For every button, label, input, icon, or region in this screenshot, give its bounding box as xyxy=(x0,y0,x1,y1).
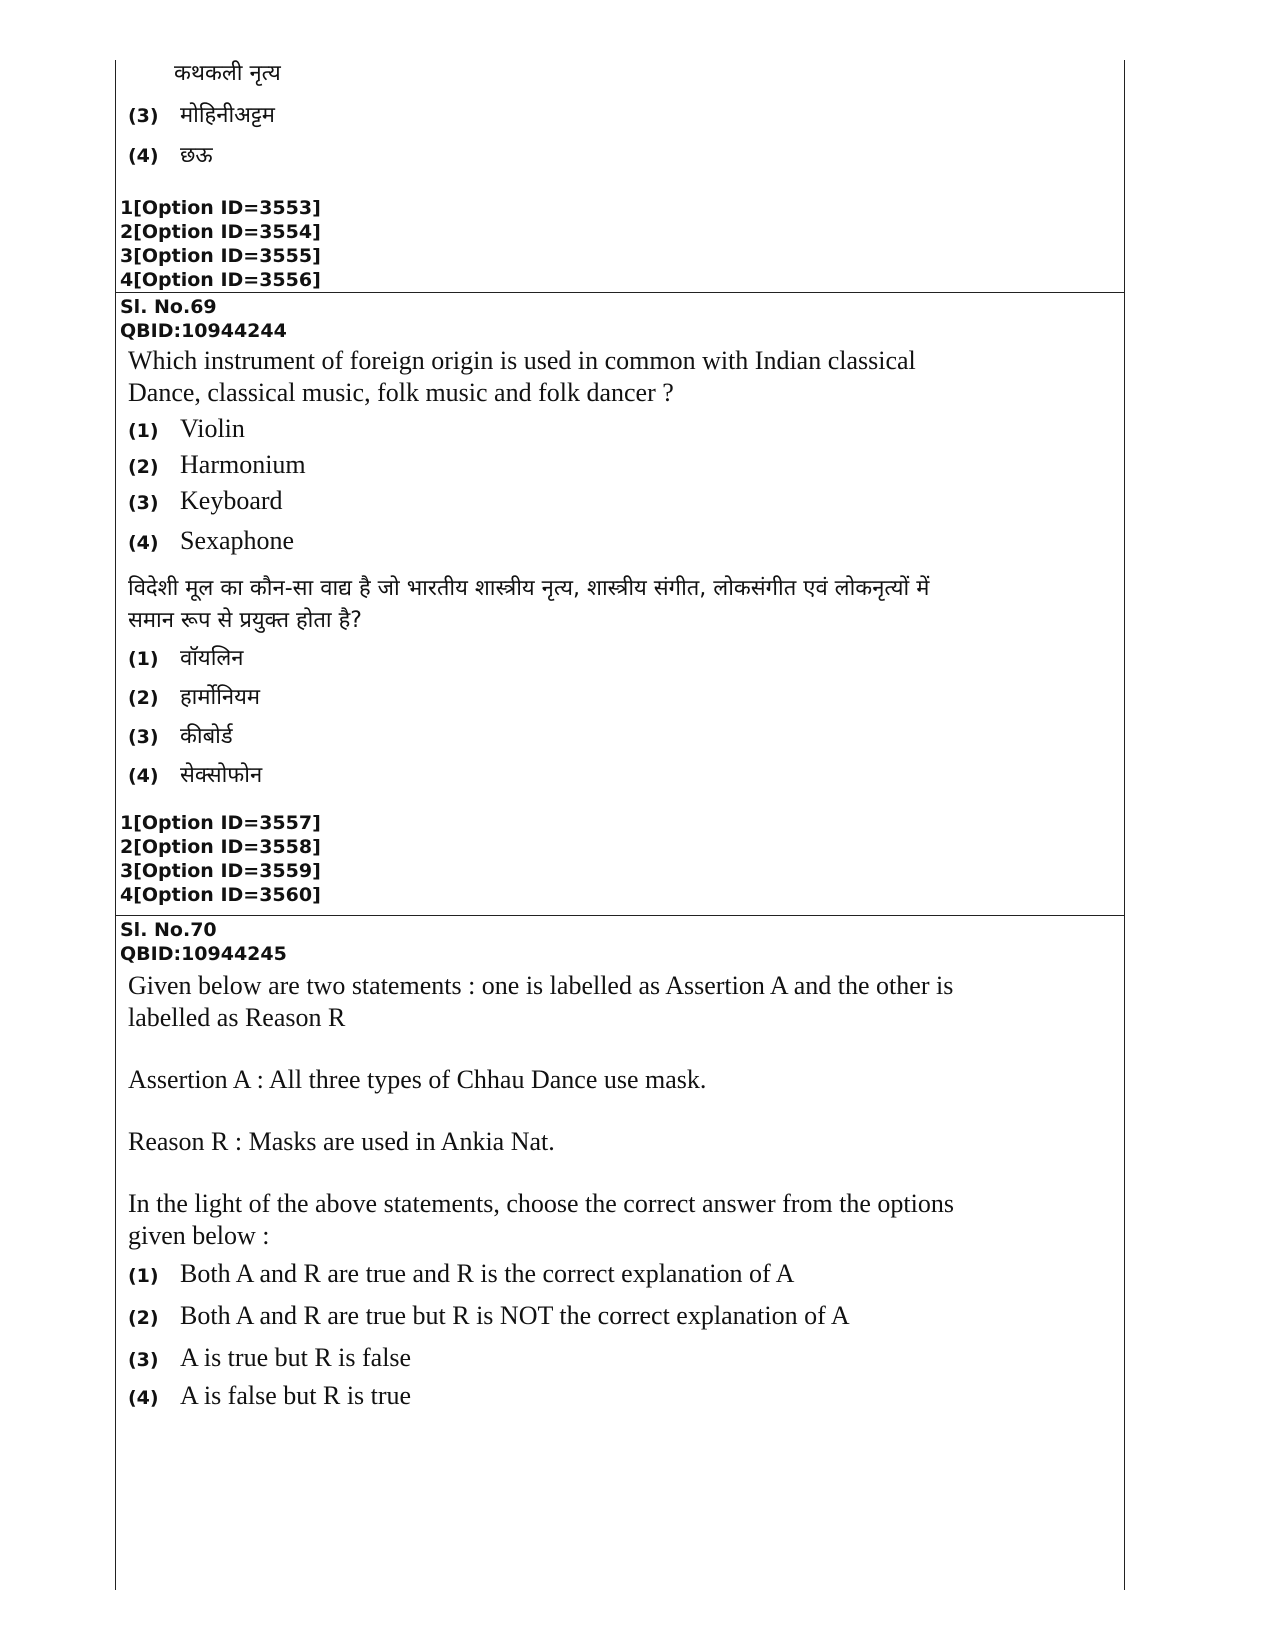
question-line: Given below are two statements : one is labelled as Assertion A and the other is xyxy=(128,971,954,1000)
option-2 xyxy=(128,1300,1124,1342)
option-1 xyxy=(128,1258,1124,1300)
question-text-hindi xyxy=(116,573,1124,637)
option-number: (1) xyxy=(128,420,159,442)
option-1 xyxy=(128,413,1124,449)
option-4 xyxy=(128,140,213,172)
option-2 xyxy=(128,682,1124,721)
option-2 xyxy=(128,449,1124,485)
option-1 xyxy=(128,643,1124,682)
question-paper-page xyxy=(115,60,1125,1590)
option-3 xyxy=(128,721,1124,760)
option-text: सेक्सोफोन xyxy=(180,763,263,788)
question-line: Which instrument of foreign origin is used in common with Indian classical xyxy=(128,346,916,375)
option-id: 3[Option ID=3559] xyxy=(120,860,321,882)
option-id: 1[Option ID=3557] xyxy=(120,812,321,834)
option-text: A is false but R is true xyxy=(180,1381,412,1410)
option-text: Harmonium xyxy=(180,450,306,479)
assertion-text: Assertion A : All three types of Chhau Dance use mask. xyxy=(128,1065,707,1094)
option-number: (4) xyxy=(128,532,159,554)
option-text: वॉयलिन xyxy=(180,646,244,671)
option-number: (1) xyxy=(128,1265,159,1287)
qbid: QBID:10944245 xyxy=(120,943,287,965)
serial-number: Sl. No.69 xyxy=(120,296,217,318)
option-number: (2) xyxy=(128,456,159,478)
question-69-block xyxy=(116,293,1124,916)
option-id-list xyxy=(116,196,321,292)
question-70-block xyxy=(116,916,1124,1516)
question-line: Dance, classical music, folk music and folk dancer ? xyxy=(128,378,674,407)
question-line: समान रूप से प्रयुक्त होता है? xyxy=(128,608,362,633)
option-4 xyxy=(128,760,1124,799)
reason-text: Reason R : Masks are used in Ankia Nat. xyxy=(128,1127,555,1156)
question-text-english xyxy=(116,345,1124,409)
question-line: In the light of the above statements, choose the correct answer from the options xyxy=(128,1189,954,1218)
question-line: given below : xyxy=(128,1221,270,1250)
option-4 xyxy=(128,1380,1124,1418)
option-number: (2) xyxy=(128,1307,159,1329)
option-id: 2[Option ID=3558] xyxy=(120,836,321,858)
question-intro xyxy=(116,970,1124,1034)
question-line: विदेशी मूल का कौन-सा वाद्य है जो भारतीय शास्त्रीय नृत्य, शास्त्रीय संगीत, लोकसंगीत एवं लोकनृत्यों में xyxy=(128,576,930,601)
option-number: (3) xyxy=(128,1349,159,1371)
option-number: (4) xyxy=(128,1387,159,1409)
question-68-block xyxy=(116,60,1124,293)
option-4 xyxy=(128,525,1124,565)
option-text: Violin xyxy=(180,414,245,443)
option-id: 4[Option ID=3556] xyxy=(120,269,321,291)
option-id: 1[Option ID=3553] xyxy=(120,197,321,219)
option-text: Sexaphone xyxy=(180,526,295,555)
option-id: 3[Option ID=3555] xyxy=(120,245,321,267)
option-text: A is true but R is false xyxy=(180,1343,412,1372)
serial-number: Sl. No.70 xyxy=(120,919,217,941)
option-text: मोहिनीअट्टम xyxy=(180,103,275,128)
option-3 xyxy=(128,485,1124,525)
option-text: Both A and R are true but R is NOT the correct explanation of A xyxy=(180,1301,850,1330)
option-3 xyxy=(128,100,275,132)
option-number: (1) xyxy=(128,648,159,670)
question-instruction xyxy=(116,1188,1124,1252)
option-number: (3) xyxy=(128,726,159,748)
option-id: 2[Option ID=3554] xyxy=(120,221,321,243)
option-number: (3) xyxy=(128,492,159,514)
option-text: Keyboard xyxy=(180,486,283,515)
option-number: (4) xyxy=(128,765,159,787)
option-text: कीबोर्ड xyxy=(180,724,233,749)
option-number: (3) xyxy=(128,105,159,127)
option-id-list xyxy=(116,811,1124,907)
option-text: छऊ xyxy=(180,143,213,168)
option-number: (4) xyxy=(128,145,159,167)
option-text: Both A and R are true and R is the correct explanation of A xyxy=(180,1259,795,1288)
question-line: labelled as Reason R xyxy=(128,1003,346,1032)
option-3 xyxy=(128,1342,1124,1380)
option-number: (2) xyxy=(128,687,159,709)
option-text: हार्मोनियम xyxy=(180,685,261,710)
option-id: 4[Option ID=3560] xyxy=(120,884,321,906)
qbid: QBID:10944244 xyxy=(120,320,287,342)
option-continued-text: कथकली नृत्य xyxy=(174,61,281,86)
